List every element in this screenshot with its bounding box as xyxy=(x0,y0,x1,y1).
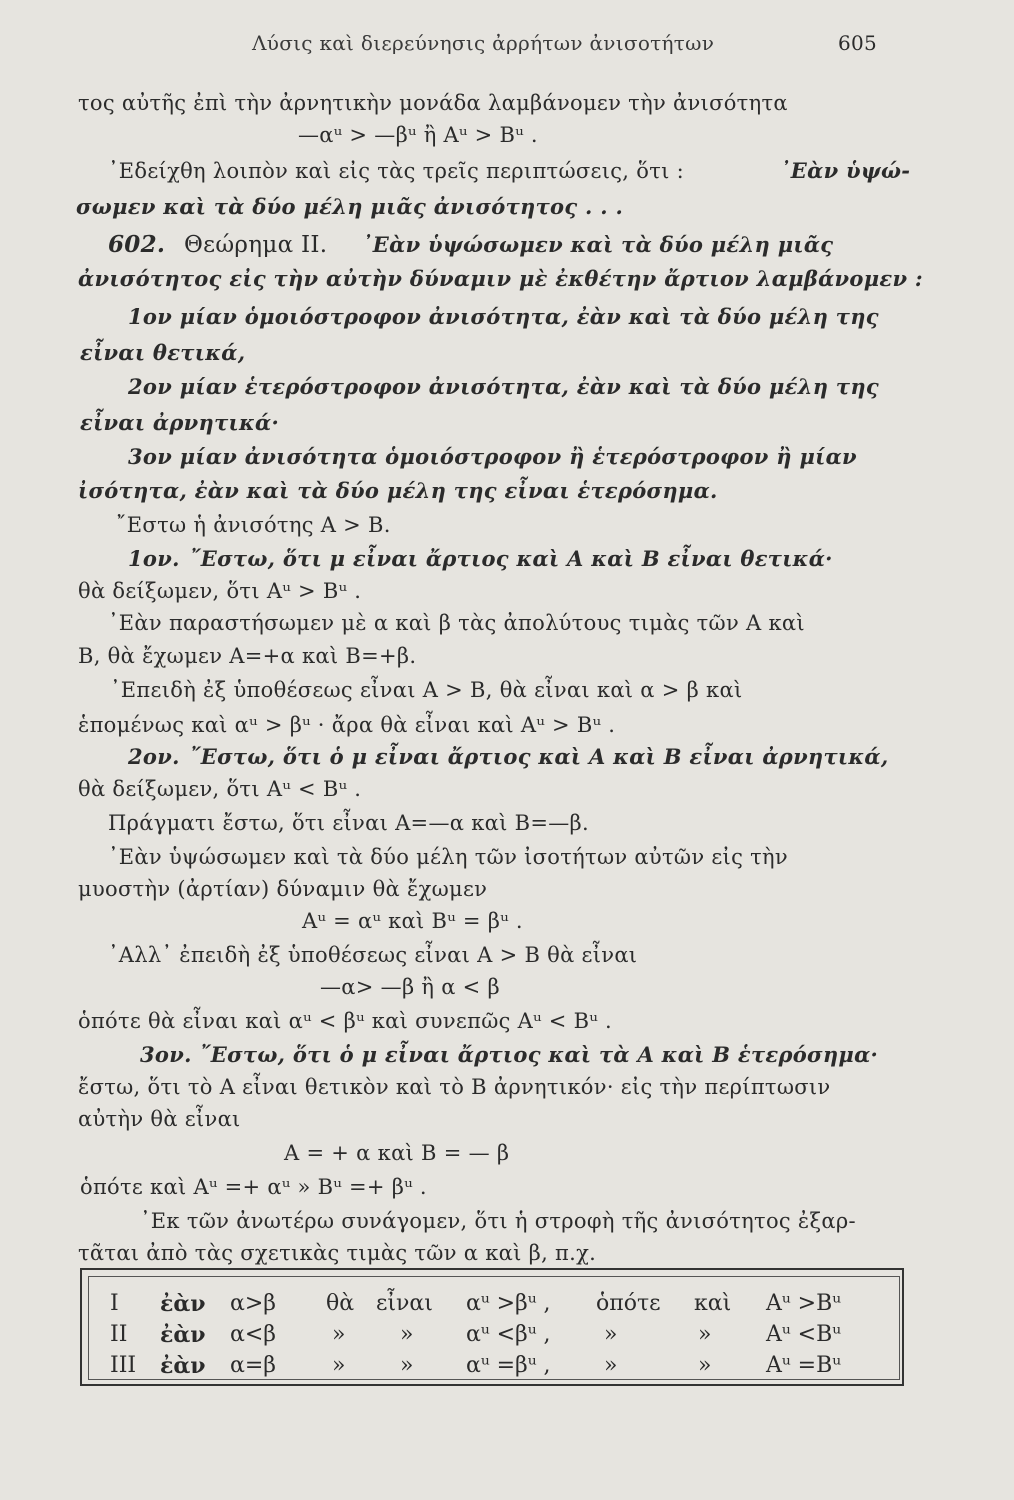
theorem-case: 3ον μίαν ἀνισότητα ὁμοιόστροφον ἢ ἑτερόστροφον ἢ μίαν xyxy=(128,444,857,469)
table-row xyxy=(110,1291,900,1319)
row-word: » xyxy=(698,1353,712,1378)
row-word: εἶναι xyxy=(376,1291,433,1316)
text-line: ᾿Εκ τῶν ἀνωτέρω συνάγομεν, ὅτι ἡ στροφὴ τῆς ἀνισότητος ἐξαρ- xyxy=(140,1209,856,1233)
formula-line: —αᵘ > —βᵘ ἢ Aᵘ > Bᵘ . xyxy=(298,123,538,147)
text-line: ἑπομένως καὶ αᵘ > βᵘ · ἄρα θὰ εἶναι καὶ Aᵘ > Bᵘ . xyxy=(78,713,616,737)
running-header: Λύσις καὶ διερεύνησις ἀρρήτων ἀνισοτήτων xyxy=(252,31,715,55)
row-result: αᵘ >βᵘ , xyxy=(466,1291,551,1316)
text-line: ὁπότε θὰ εἶναι καὶ αᵘ < βᵘ καὶ συνεπῶς Aᵘ < Bᵘ . xyxy=(78,1009,613,1033)
text-line: ἔστω, ὅτι τὸ A εἶναι θετικὸν καὶ τὸ B ἀρνητικόν· εἰς τὴν περίπτωσιν xyxy=(78,1075,831,1099)
row-number: III xyxy=(110,1353,137,1378)
row-word: » xyxy=(400,1322,414,1347)
row-condition: α=β xyxy=(230,1353,277,1378)
text-line: Πράγματι ἔστω, ὅτι εἶναι A=—α καὶ B=—β. xyxy=(108,811,589,835)
table-row xyxy=(110,1322,900,1350)
case-label: 2ον. xyxy=(128,744,180,769)
row-word: » xyxy=(332,1353,346,1378)
theorem-case: 2ον μίαν ἑτερόστροφον ἀνισότητα, ἐὰν καὶ τὰ δύο μέλη της xyxy=(128,374,879,399)
row-number: I xyxy=(110,1291,119,1316)
row-condition: α>β xyxy=(230,1291,277,1316)
row-word: » xyxy=(604,1353,618,1378)
case-label: 1ον. xyxy=(128,546,180,571)
theorem-text: ᾿Εὰν ὑψώσωμεν καὶ τὰ δύο μέλη μιᾶς xyxy=(362,232,834,257)
row-if: ἐὰν xyxy=(160,1353,206,1379)
text-line: ῎Εστω ἡ ἀνισότης A > B. xyxy=(116,513,391,537)
theorem-text: ἀνισότητος εἰς τὴν αὐτὴν δύναμιν μὲ ἐκθέτην ἄρτιον λαμβάνομεν : xyxy=(78,266,923,291)
text-line: ᾿Επειδὴ ἐξ ὑποθέσεως εἶναι A > B, θὰ εἶναι καὶ α > β καὶ xyxy=(110,678,743,702)
text-line: ᾿Εδείχθη λοιπὸν καὶ εἰς τὰς τρεῖς περιπτώσεις, ὅτι : xyxy=(108,159,685,183)
row-word: » xyxy=(604,1322,618,1347)
text-line: θὰ δείξωμεν, ὅτι Aᵘ > Bᵘ . xyxy=(78,579,362,603)
theorem-text: εἶναι ἀρνητικά· xyxy=(80,410,280,435)
row-word: καὶ xyxy=(694,1291,732,1316)
formula-line: —α> —β ἢ α < β xyxy=(320,975,500,999)
text-line-italic: ᾿Εὰν ὑψώ- xyxy=(780,158,911,183)
row-word: » xyxy=(332,1322,346,1347)
case-text: ῎Εστω, ὅτι ὁ μ εἶναι ἄρτιος καὶ A καὶ B εἶναι ἀρνητικά, xyxy=(190,744,889,769)
row-word: » xyxy=(698,1322,712,1347)
case-text: ῎Εστω, ὅτι μ εἶναι ἄρτιος καὶ A καὶ B εἶναι θετικά· xyxy=(190,546,833,571)
text-line: B, θὰ ἔχωμεν A=+α καὶ B=+β. xyxy=(78,644,417,668)
case-label: 3ον. xyxy=(140,1042,192,1067)
text-line: αὐτὴν θὰ εἶναι xyxy=(78,1107,241,1131)
row-condition: α<β xyxy=(230,1322,277,1347)
row-if: ἐὰν xyxy=(160,1291,206,1317)
row-number: II xyxy=(110,1322,128,1347)
text-line: τᾶται ἀπὸ τὰς σχετικὰς τιμὰς τῶν α καὶ β, π.χ. xyxy=(78,1241,597,1265)
section-number: 602. xyxy=(108,231,166,258)
row-if: ἐὰν xyxy=(160,1322,206,1348)
formula-line: A = + α καὶ B = — β xyxy=(284,1141,510,1165)
theorem-text: ἰσότητα, ἐὰν καὶ τὰ δύο μέλη της εἶναι ἑτερόσημα. xyxy=(78,478,718,503)
row-word: ὁπότε xyxy=(596,1291,661,1316)
row-word: θὰ xyxy=(326,1291,355,1316)
text-line-italic: σωμεν καὶ τὰ δύο μέλη μιᾶς ἀνισότητος . . . xyxy=(76,194,624,219)
text-line: μυοστὴν (ἀρτίαν) δύναμιν θὰ ἔχωμεν xyxy=(78,877,488,901)
case-text: ῎Εστω, ὅτι ὁ μ εἶναι ἄρτιος καὶ τὰ A καὶ B ἑτερόσημα· xyxy=(200,1042,879,1067)
page-number: 605 xyxy=(838,31,878,55)
formula-line: Aᵘ = αᵘ καὶ Bᵘ = βᵘ . xyxy=(302,909,523,933)
text-line: ᾿Εὰν ὑψώσωμεν καὶ τὰ δύο μέλη τῶν ἰσοτήτων αὐτῶν εἰς τὴν xyxy=(108,845,788,869)
formula-line: ὁπότε καὶ Aᵘ =+ αᵘ » Bᵘ =+ βᵘ . xyxy=(80,1175,427,1199)
text-line: ᾿Αλλ᾿ ἐπειδὴ ἐξ ὑποθέσεως εἶναι A > B θὰ εἶναι xyxy=(108,943,638,967)
theorem-text: εἶναι θετικά, xyxy=(80,340,246,365)
row-result: αᵘ =βᵘ , xyxy=(466,1353,551,1378)
row-final: Aᵘ <Bᵘ xyxy=(766,1322,842,1347)
row-word: » xyxy=(400,1353,414,1378)
table-row xyxy=(110,1353,900,1381)
theorem-case: 1ον μίαν ὁμοιόστροφον ἀνισότητα, ἐὰν καὶ τὰ δύο μέλη της xyxy=(128,304,879,329)
text-line: ᾿Εὰν παραστήσωμεν μὲ α καὶ β τὰς ἀπολύτους τιμὰς τῶν A καὶ xyxy=(108,611,805,635)
row-final: Aᵘ =Bᵘ xyxy=(766,1353,842,1378)
text-line: τος αὐτῆς ἐπὶ τὴν ἀρνητικὴν μονάδα λαμβάνομεν τὴν ἀνισότητα xyxy=(78,91,788,115)
row-final: Aᵘ >Bᵘ xyxy=(766,1291,842,1316)
row-result: αᵘ <βᵘ , xyxy=(466,1322,551,1347)
theorem-heading: Θεώρημα II. xyxy=(184,232,328,258)
text-line: θὰ δείξωμεν, ὅτι Aᵘ < Bᵘ . xyxy=(78,777,362,801)
